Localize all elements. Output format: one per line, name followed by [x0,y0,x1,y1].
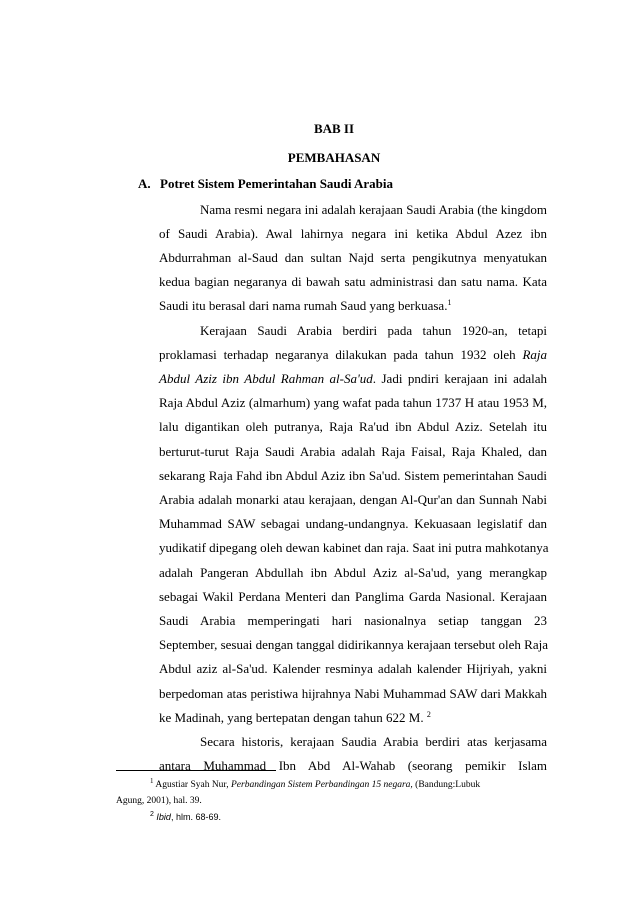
paragraph-2-text: . Jadi pndiri kerajaan ini adalah [372,371,547,386]
paragraph-2-line-5: lalu digantikan oleh putranya, Raja Ra'ud ibn Abdul Aziz. Setelah itu [159,419,547,434]
footnote-2-number: 2 [150,811,154,818]
footnote-1 [150,779,480,791]
paragraph-2-line-13: Saudi Arabia memperingati hari nasionalnya setiap tanggan 23 [159,613,547,628]
footnote-1-book-title: Perbandingan Sistem Perbandingan 15 negara, [230,780,413,790]
footnote-1-number: 1 [150,777,154,785]
paragraph-2-line-8: Arabia adalah monarki atau kerajaan, dengan Al-Qur'an dan Sunnah Nabi [159,492,547,507]
chapter-heading: BAB II [313,121,355,136]
paragraph-3-line-2: antara Muhammad Ibn Abd Al-Wahab (seorang pemikir Islam [159,758,547,773]
paragraph-2-line-3 [159,371,547,387]
paragraph-2-line-2 [159,347,547,363]
paragraph-2-line-14: September, sesuai dengan tanggal didirikannya kerajaan tersebut oleh Raja [159,637,548,652]
paragraph-1-line-5 [159,298,547,314]
paragraph-2-line-7: sekarang Raja Fahd ibn Abdul Aziz ibn Sa'ud. Sistem pemerintahan Saudi [159,468,547,483]
paragraph-1-line-3: Abdurrahman al-Saud dan sultan Najd serta pengikutnya menyatukan [159,250,547,265]
paragraph-2-line-15: Abdul aziz al-Sa'ud. Kalender resminya adalah kalender Hijriyah, yakni [159,661,547,676]
section-title: Potret Sistem Pemerintahan Saudi Arabia [160,176,394,191]
paragraph-2-line-12: sebagai Wakil Perdana Menteri dan Panglima Garda Nasional. Kerajaan [159,589,547,604]
paragraph-1-line-1: Nama resmi negara ini adalah kerajaan Saudi Arabia (the kingdom [200,202,547,217]
paragraph-2-line-4: Raja Abdul Aziz (almarhum) yang wafat pada tahun 1737 H atau 1953 M, [159,395,547,410]
paragraph-2-text: ke Madinah, yang bertepatan dengan tahun 622 M. [159,710,424,725]
footnote-ref-1: 1 [447,298,452,307]
paragraph-2-line-11: adalah Pangeran Abdullah ibn Abdul Aziz al-Sa'ud, yang merangkap [159,565,547,580]
paragraph-2-line-6: berturut-turut Raja Saudi Arabia adalah Raja Faisal, Raja Khaled, dan [159,444,547,459]
paragraph-1-line-2: of Saudi Arabia). Awal lahirnya negara ini ketika Abdul Azez ibn [159,226,547,241]
footnote-2 [150,811,221,823]
paragraph-2-line-9: Muhammad SAW sebagai undang-undangnya. Kekuasaan legislatif dan [159,516,547,531]
paragraph-3-line-1: Secara historis, kerajaan Saudia Arabia berdiri atas kerjasama [200,734,547,749]
footnote-1-author: Agustiar Syah Nur, [155,780,229,790]
paragraph-2-line-1: Kerajaan Saudi Arabia berdiri pada tahun 1920-an, tetapi [200,323,547,338]
paragraph-2-line-17 [159,710,547,726]
footnote-1-publisher: (Bandung:Lubuk [415,780,481,790]
chapter-title: PEMBAHASAN [287,150,381,165]
section-letter: A. [138,176,151,191]
paragraph-1-line-4: kedua bagian negaranya di bawah satu administrasi dan satu nama. Kata [159,274,547,289]
footnote-ref-2: 2 [426,710,431,719]
footnote-separator [116,770,276,771]
paragraph-2-italic: Raja [522,347,547,362]
paragraph-2-line-10: yudikatif dipegang oleh dewan kabinet dan raja. Saat ini putra mahkotanya [159,540,549,555]
footnote-1-continued: Agung, 2001), hal. 39. [116,796,202,806]
footnote-2-ibid: Ibid [156,812,171,822]
king-name-italic: Abdul Aziz ibn Abdul Rahman al-Sa'ud [159,371,373,386]
paragraph-2-line-16: berpedoman atas peristiwa hijrahnya Nabi Muhammad SAW dari Makkah [159,686,547,701]
paragraph-2-text: proklamasi terhadap negaranya dilakukan pada tahun 1932 oleh [159,347,516,362]
paragraph-1-text: Saudi itu berasal dari nama rumah Saud yang berkuasa. [159,298,448,313]
footnote-2-pages: , hlm. 68-69. [170,812,221,822]
